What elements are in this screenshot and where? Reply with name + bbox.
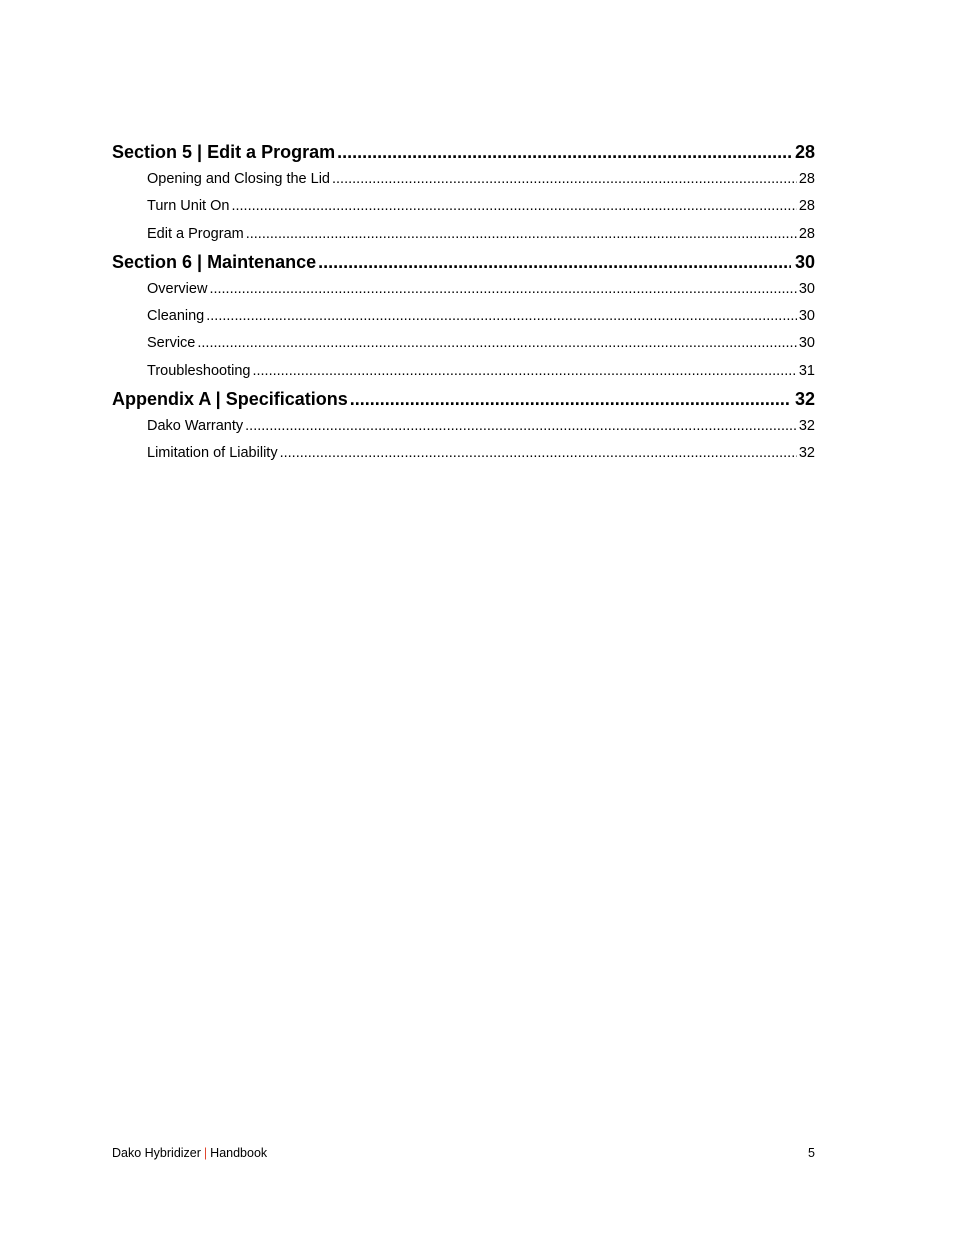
toc-leader-dots xyxy=(246,221,797,248)
toc-entry-label: Edit a Program xyxy=(147,225,244,242)
toc-leader-dots xyxy=(350,385,791,413)
toc-section-5[interactable] xyxy=(112,138,815,166)
toc-page-number: 28 xyxy=(798,225,815,242)
footer-separator: | xyxy=(203,1146,208,1160)
toc-leader-dots xyxy=(337,138,791,166)
table-of-contents xyxy=(112,138,815,468)
toc-page-number: 32 xyxy=(798,445,815,462)
toc-entry-overview[interactable] xyxy=(112,276,815,303)
toc-page-number: 30 xyxy=(798,308,815,325)
toc-page-number: 28 xyxy=(798,171,815,187)
toc-page-number: 30 xyxy=(798,280,815,297)
toc-leader-dots xyxy=(209,276,796,303)
toc-entry-label: Cleaning xyxy=(147,308,205,325)
toc-entry-service[interactable] xyxy=(112,330,815,357)
footer-page-number: 5 xyxy=(808,1146,815,1160)
toc-leader-dots xyxy=(197,330,797,357)
toc-entry-label: Turn Unit On xyxy=(147,198,230,215)
toc-page-number: 30 xyxy=(798,335,815,352)
footer-title xyxy=(112,1145,267,1161)
toc-page-number: 28 xyxy=(798,198,815,215)
toc-page-number: 28 xyxy=(794,142,815,162)
toc-leader-dots xyxy=(252,358,796,385)
toc-entry-label: Overview xyxy=(147,280,208,297)
toc-appendix-a[interactable] xyxy=(112,385,815,413)
toc-leader-dots xyxy=(231,193,796,220)
page-footer xyxy=(112,1145,815,1161)
footer-product: Dako Hybridizer xyxy=(112,1146,201,1160)
toc-entry-turn-unit-on[interactable] xyxy=(112,193,815,220)
toc-leader-dots xyxy=(206,303,797,330)
toc-leader-dots xyxy=(332,166,797,193)
toc-entry-label: Troubleshooting xyxy=(147,362,251,379)
toc-page-number: 32 xyxy=(798,418,815,435)
toc-entry-cleaning[interactable] xyxy=(112,303,815,330)
toc-leader-dots xyxy=(280,440,797,467)
toc-page-number: 30 xyxy=(794,251,815,272)
toc-entry-troubleshooting[interactable] xyxy=(112,358,815,385)
toc-section-title: Appendix A | Specifications xyxy=(112,389,348,410)
toc-page-number: 32 xyxy=(794,389,815,410)
toc-section-6[interactable] xyxy=(112,248,815,276)
toc-section-title: Section 6 | Maintenance xyxy=(112,251,317,272)
toc-entry-label: Service xyxy=(147,335,196,352)
toc-entry-edit-a-program[interactable] xyxy=(112,221,815,248)
toc-entry-dako-warranty[interactable] xyxy=(112,413,815,440)
toc-entry-label: Opening and Closing the Lid xyxy=(147,171,330,187)
toc-entry-opening-closing-lid[interactable] xyxy=(112,166,815,193)
toc-entry-label: Dako Warranty xyxy=(147,418,244,435)
toc-leader-dots xyxy=(318,248,791,276)
toc-entry-label: Limitation of Liability xyxy=(147,445,278,462)
footer-doc-type: Handbook xyxy=(210,1146,268,1160)
toc-leader-dots xyxy=(245,413,797,440)
toc-section-title: Section 5 | Edit a Program xyxy=(112,142,336,162)
toc-page-number: 31 xyxy=(798,362,815,379)
toc-entry-limitation-of-liability[interactable] xyxy=(112,440,815,467)
